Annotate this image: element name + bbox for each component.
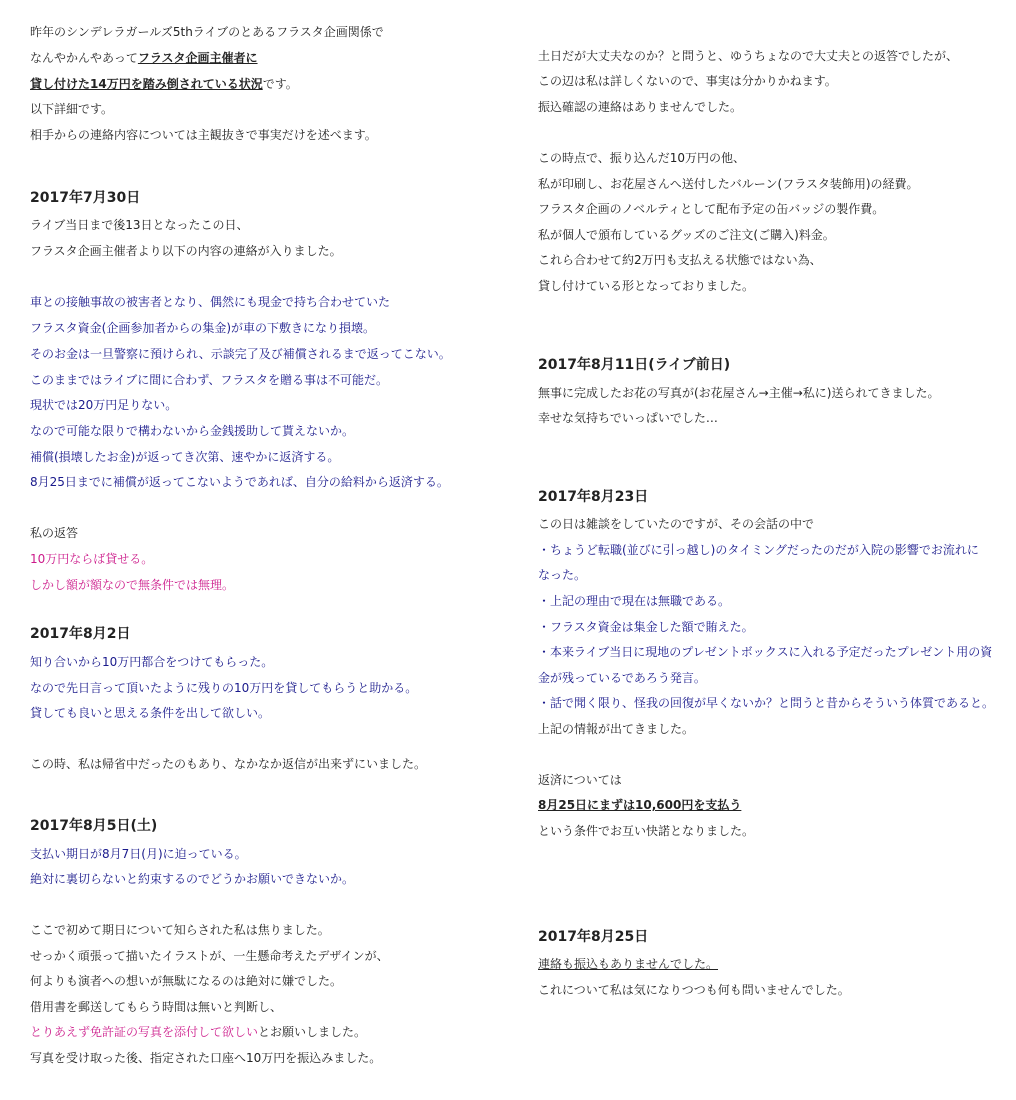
intro-line: 貸し付けた14万円を踏み倒されている状況です。 xyxy=(30,77,298,91)
text-line: ここで初めて期日について知らされた私は焦りました。 xyxy=(30,923,330,937)
text-line: この時、私は帰省中だったのもあり、なかなか返信が出来ずにいました。 xyxy=(30,757,427,771)
text-line: 私が印刷し、お花屋さんへ送付したバルーン(フラスタ装飾用)の経費。 xyxy=(538,177,919,191)
date-heading: 2017年8月11日(ライブ前日) xyxy=(538,357,731,373)
quote-line: そのお金は一旦警察に預けられ、示談完了及び補償されるまで返ってこない。 xyxy=(30,347,451,361)
debt-highlight: 貸し付けた14万円を踏み倒されている状況 xyxy=(30,77,263,91)
text-line: ライブ当日まで後13日となったこの日、 xyxy=(30,218,249,232)
text-line: この時点で、振り込んだ10万円の他、 xyxy=(538,151,746,165)
text-line: せっかく頑張って描いたイラストが、一生懸命考えたデザインが、 xyxy=(30,949,389,963)
quote-line: なった。 xyxy=(538,568,587,582)
text-line: とりあえず免許証の写真を添付して欲しいとお願いしました。 xyxy=(30,1025,367,1039)
text-line: 上記の情報が出てきました。 xyxy=(538,722,695,736)
text-line: フラスタ企画主催者より以下の内容の連絡が入りました。 xyxy=(30,244,342,258)
quote-line: 車との接触事故の被害者となり、偶然にも現金で持ち合わせていた xyxy=(30,295,391,309)
quote-line: なので先日言って頂いたように残りの10万円を貸してもらうと助かる。 xyxy=(30,681,418,695)
date-heading: 2017年8月23日 xyxy=(538,489,649,505)
quote-line: 補償(損壊したお金)が返ってき次第、速やかに返済する。 xyxy=(30,450,340,464)
quote-line: このままではライブに間に合わず、フラスタを贈る事は不可能だ。 xyxy=(30,373,388,387)
text-line: 幸せな気持ちでいっぱいでした… xyxy=(538,411,718,425)
text-line: 私が個人で頒布しているグッズのご注文(ご購入)料金。 xyxy=(538,228,835,242)
reply-label: 私の返答 xyxy=(30,526,79,540)
intro-line: 相手からの連絡内容については主観抜きで事実だけを述べます。 xyxy=(30,128,377,142)
text-line: これについて私は気になりつつも何も問いませんでした。 xyxy=(538,983,850,997)
quote-line: 支払い期日が8月7日(月)に迫っている。 xyxy=(30,847,247,861)
intro-line: 昨年のシンデレラガールズ5thライブのとあるフラスタ企画関係で xyxy=(30,25,384,39)
no-contact-line: 連絡も振込もありませんでした。 xyxy=(538,957,719,971)
text-line: 返済については xyxy=(538,773,622,787)
text-line: 借用書を郵送してもらう時間は無いと判断し、 xyxy=(30,1000,283,1014)
text-line: フラスタ企画のノベルティとして配布予定の缶バッジの製作費。 xyxy=(538,202,885,216)
text-line: 土日だが大丈夫なのか？と問うと、ゆうちょなので大丈夫との返答でしたが、 xyxy=(538,49,959,63)
reply-line: 10万円ならば貸せる。 xyxy=(30,552,154,566)
quote-line: 知り合いから10万円都合をつけてもらった。 xyxy=(30,655,274,669)
intro-line: なんやかんやあってフラスタ企画主催者に xyxy=(30,51,258,65)
quote-line: なので可能な限りで構わないから金銭援助して貰えないか。 xyxy=(30,424,355,438)
intro-line: 以下詳細です。 xyxy=(30,102,114,116)
quote-line: 8月25日までに補償が返ってこないようであれば、自分の給料から返済する。 xyxy=(30,475,449,489)
quote-line: 貸しても良いと思える条件を出して欲しい。 xyxy=(30,706,271,720)
organizer-highlight: フラスタ企画主催者に xyxy=(137,51,258,65)
text-line: 貸し付けている形となっておりました。 xyxy=(538,279,755,293)
quote-line: ・ちょうど転職(並びに引っ越し)のタイミングだったのだが入院の影響でお流れに xyxy=(538,543,979,557)
repay-terms: 8月25日にまずは10,600円を支払う xyxy=(538,798,742,812)
quote-line: ・フラスタ資金は集金した額で賄えた。 xyxy=(538,620,754,634)
quote-line: ・上記の理由で現在は無職である。 xyxy=(538,594,731,608)
quote-line: ・話で聞く限り、怪我の回復が早くないか？と問うと昔からそういう体質であると。 xyxy=(538,696,995,710)
license-request: とりあえず免許証の写真を添付して欲しい xyxy=(30,1025,259,1039)
date-heading: 2017年8月2日 xyxy=(30,626,131,642)
quote-line: 金が残っているであろう発言。 xyxy=(538,671,706,685)
date-heading: 2017年7月30日 xyxy=(30,190,141,206)
text-line: この日は雑談をしていたのですが、その会話の中で xyxy=(538,517,815,531)
quote-line: フラスタ資金(企画参加者からの集金)が車の下敷きになり損壊。 xyxy=(30,321,376,335)
text-line: これら合わせて約2万円も支払える状態ではない為、 xyxy=(538,253,822,267)
date-heading: 2017年8月5日(土) xyxy=(30,818,158,834)
text-line: 無事に完成したお花の写真が(お花屋さん→主催→私に)送られてきました。 xyxy=(538,386,940,400)
date-heading: 2017年8月25日 xyxy=(538,929,649,945)
text-line: という条件でお互い快諾となりました。 xyxy=(538,824,755,838)
quote-line: ・本来ライブ当日に現地のプレゼントボックスに入れる予定だったプレゼント用の資 xyxy=(538,645,993,659)
text-line: 何よりも演者への想いが無駄になるのは絶対に嫌でした。 xyxy=(30,974,343,988)
quote-line: 絶対に裏切らないと約束するのでどうかお願いできないか。 xyxy=(30,872,355,886)
reply-line: しかし額が額なので無条件では無理。 xyxy=(30,578,235,592)
text-line: 振込確認の連絡はありませんでした。 xyxy=(538,100,743,114)
text-line: この辺は私は詳しくないので、事実は分かりかねます。 xyxy=(538,74,837,88)
quote-line: 現状では20万円足りない。 xyxy=(30,398,178,412)
text-line: 写真を受け取った後、指定された口座へ10万円を振込みました。 xyxy=(30,1051,382,1065)
